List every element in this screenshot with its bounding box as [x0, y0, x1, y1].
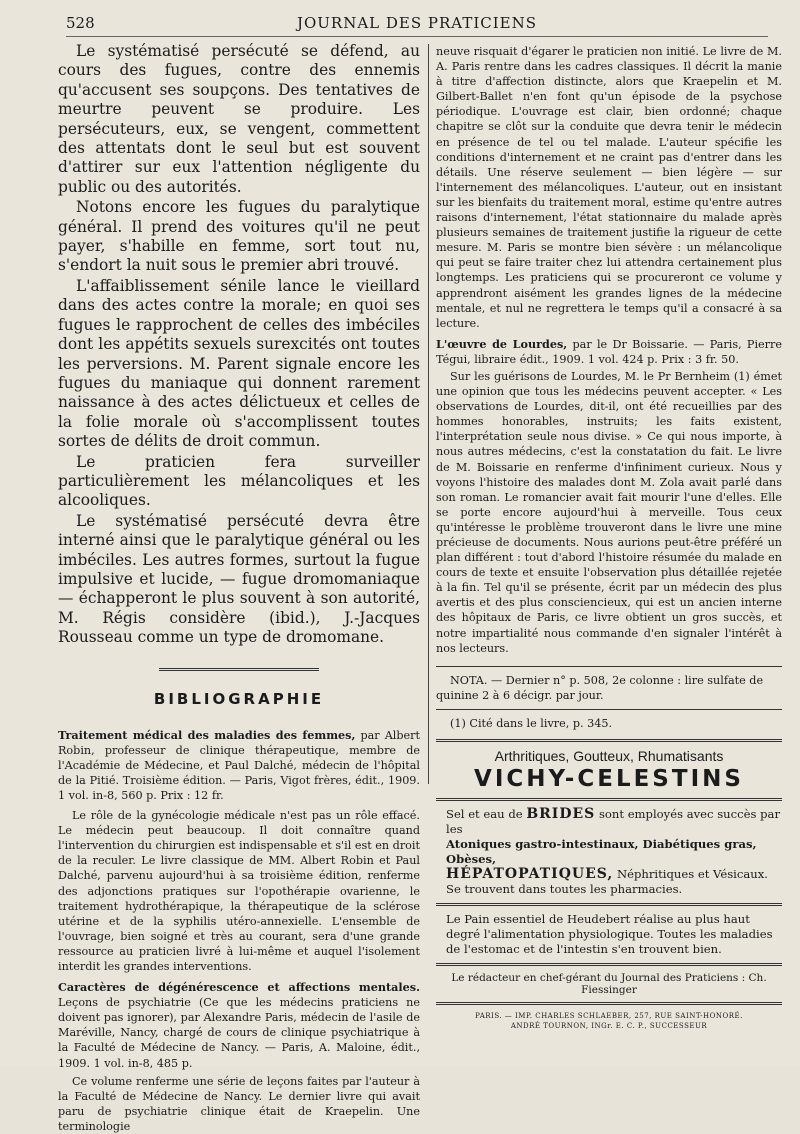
hepato-brand: HÉPATOPATIQUES, — [446, 866, 614, 883]
brides-line-3 — [446, 867, 782, 882]
imprint — [436, 1011, 782, 1031]
ad-divider — [436, 798, 782, 801]
bib-entry-1-body: Le rôle de la gynécologie médicale n'est pas un rôle effacé. Le médecin peut beaucoup. Il doit connaître quand l'intervention du chirurgien est indispensable et s'il est en droit de la reculer. Le livre classique de MM. Albert Robin et Paul Dalché, parvenu aujourd'hui à sa troisième édition, renferme des adjonctions pratiques sur l'opothérapie ovarienne, le traitement hydrothérapique, la thérapeutique de la sclérose utérine et de la syphilis utéro-annexielle. L'ensemble de l'ouvrage, bien soigné et très au courant, sera d'une grande ressource au praticien livré à lui-même et auquel l'isolement interdit les grandes interventions. — [58, 809, 420, 973]
heading-ornament — [159, 668, 319, 676]
left-column — [58, 42, 420, 1134]
footer-divider — [436, 1002, 782, 1005]
continued-paragraph: neuve risquait d'égarer le praticien non initié. Le livre de M. A. Paris rentre dans les cadres classiques. Il décrit la manie à titre d'affection distincte, alors que Kraepelin et M. Gilbert-Ballet n'en font qu'un épisode de la psychose périodique. L'ouvrage est clair, bien ordonné; chaque chapitre se clôt sur la conduite que devra tenir le médecin en présence de tel ou tel malade. L'auteur spécifie les conditions d'internement et ne craint pas d'entrer dans les détails. Une réserve seulement — bien légère — sur l'internement des mélancoliques. L'auteur, out en insistant sur les bienfaits du traitement moral, estime qu'entre autres raisons d'internement, l'état stationnaire du malade après plusieurs semaines de traitement justifie la rigueur de cette mesure. M. Paris se montre bien sévère : un mélancolique qui peut se faire traiter chez lui attendra certainement plus longtemps. Les praticiens qui se procureront ce volume y apprendront aisément les grandes lignes de la médecine mentale, et nul ne regrettera le temps qu'il a consacré à sa lecture. — [436, 45, 782, 330]
bib-entry-3-ref-text: par le Dr Boissarie. — Paris, Pierre Tégui, libraire édit., 1909. 1 vol. 424 p. Prix : 3 fr. 50. — [436, 337, 782, 366]
bib-entry-3-title: L'œuvre de Lourdes, — [436, 336, 568, 351]
paragraph-1: Le systématisé persécuté se défend, au cours des fugues, contre des ennemis qu'accusent ses soupçons. Des tentatives de meurtre peuvent se produire. Les persécuteurs, eux, se vengent, commettent des attentats dont le seul but est souvent d'attirer sur eux l'attention négligente du public ou des autorités. — [58, 42, 420, 196]
vichy-brand: VICHY-CELESTINS — [474, 766, 744, 793]
bib-entry-3-ref — [436, 337, 782, 367]
imprint-line-2: ANDRÉ TOURNON, INGr. E. C. P., SUCCESSEUR — [510, 1022, 708, 1031]
divider-rule — [436, 709, 782, 710]
vichy-tagline: Arthritiques, Goutteux, Rhumatisants — [494, 748, 724, 765]
footnote: (1) Cité dans le livre, p. 345. — [450, 716, 613, 730]
redacteur-line: Le rédacteur en chef-gérant du Journal des Praticiens : Ch. Fiessinger — [451, 972, 767, 997]
brides-pre: Sel et eau de — [446, 807, 523, 822]
ad-divider — [436, 903, 782, 906]
journal-title: JOURNAL DES PRATICIENS — [296, 14, 538, 32]
brides-line-4: Se trouvent dans toutes les pharmacies. — [446, 882, 683, 897]
ad-divider — [436, 963, 782, 966]
bib-entry-3-body: Sur les guérisons de Lourdes, M. le Pr Bernheim (1) émet une opinion que tous les médecins peuvent accepter. « Les observations de Lourdes, dit-il, ont été recueillies par des hommes honorables, instruits; les faits existent, l'interprétation seule nous divise. » Ce qui nous importe, à nous autres médecins, c'est la constatation du fait. Le livre de M. Boissarie en renferme d'infiniment curieux. Nous y voyons l'histoire des malades dont M. Zola avait parlé dans son roman. Le romancier avait fait mourir l'une d'elles. Elle se porte encore aujourd'hui à merveille. Tous ceux qu'intéresse le problème trouveront dans le livre une mine précieuse de documents. Nous aurions peut-être préféré un plan différent : tout d'abord l'histoire résumée du malade en cours de texte et ensuite l'observation plus détaillée rejetée à la fin. Tel qu'il se présente, écrit par un médecin des plus avertis et des plus consciencieux, qui est un ancien interne des hôpitaux de Paris, ce livre obtient un gros succès, et notre impartialité nous commande d'en signaler l'intérêt à nos lecteurs. — [436, 369, 782, 655]
ad-divider — [436, 739, 782, 742]
nota-text: NOTA. — Dernier n° p. 508, 2e colonne : lire sulfate de quinine 2 à 6 décigr. par jour. — [436, 673, 764, 702]
vichy-advert — [436, 748, 782, 792]
bib-entry-2-ref-text: Leçons de psychiatrie (Ce que les médecins praticiens ne doivent pas ignorer), par Alexandre Paris, médecin de l'asile de Maréville, Nancy, chargé de cours de clinique psychiatrique à la Faculté de Médecine de Nancy. — Paris, A. Maloine, édit., 1909. 1 vol. in-8, 485 p. — [58, 996, 420, 1070]
bib-entry-2-ref — [58, 980, 420, 1071]
imprint-line-1: PARIS. — IMP. CHARLES SCHLAEBER, 257, RUE SAINT-HONORÉ. — [475, 1012, 743, 1021]
brides-brand: BRIDES — [526, 806, 596, 823]
column-divider — [428, 44, 429, 784]
paragraph-3: L'affaiblissement sénile lance le vieillard dans des actes contre la morale; en quoi ses fugues le rapprochent de celles des imbéciles dont les appétits sexuels surexcités ont toutes les perversions. M. Parent signale encore les fugues du maniaque qui donnent rarement naissance à des actes délictueux et celles de la folie morale où s'accomplissent toutes sortes de délits de droit commun. — [58, 276, 420, 451]
paragraph-4: Le praticien fera surveiller particulièrement les mélancoliques et les alcooliques. — [58, 452, 420, 510]
bib-entry-1-ref-text: par Albert Robin, professeur de clinique thérapeutique, membre de l'Académie de Médecine, et Paul Dalché, médecin de l'hôpital de la Pitié. Troisième édition. — Paris, Vigot frères, édit., 1909. 1 vol. in-8, 560 p. Prix : 12 fr. — [58, 728, 420, 802]
page-header — [66, 12, 768, 37]
brides-advert — [446, 807, 782, 897]
right-column — [436, 44, 782, 1031]
heudebert-advert: Le Pain essentiel de Heudebert réalise au plus haut degré l'alimentation physiologique. Toutes les maladies de l'estomac et de l'intestin s'en trouvent bien. — [446, 912, 773, 957]
divider-rule — [436, 666, 782, 667]
bibliographie-heading — [58, 668, 420, 708]
paragraph-5: Le systématisé persécuté devra être interné ainsi que le paralytique général ou les imbéciles. Les autres formes, surtout la fugue impulsive et lucide, — fugue dromomaniaque — échapperont le plus souvent à son autorité, M. Régis considère (ibid.), J.-Jacques Rousseau comme un type de dromomane. — [58, 511, 420, 647]
bib-entry-1-ref — [58, 728, 420, 803]
bib-entry-1-title: Traitement médical des maladies des femmes, — [58, 727, 356, 742]
brides-line-2: Atoniques gastro-intestinaux, Diabétiques gras, Obèses, — [446, 837, 757, 867]
brides-line-1 — [446, 807, 782, 837]
bib-entry-2-body: Ce volume renferme une série de leçons faites par l'auteur à la Faculté de Médecine de Nancy. Le dernier livre qui avait paru de psychiatrie clinique était de Kraepelin. Une terminologie — [58, 1074, 420, 1133]
brides-post: sont employés avec succès par les — [446, 807, 780, 837]
brides-line-3-text: Néphritiques et Vésicaux. — [616, 867, 768, 882]
page-number: 528 — [66, 14, 95, 32]
bibliographie-title: BIBLIOGRAPHIE — [153, 689, 325, 708]
bib-entry-2-title: Caractères de dégénérescence et affections mentales. — [58, 980, 420, 995]
paragraph-2: Notons encore les fugues du paralytique général. Il prend des voitures qu'il ne peut payer, s'habille en femme, sort tout nu, s'endort la nuit sous le premier abri trouvé. — [58, 198, 420, 275]
